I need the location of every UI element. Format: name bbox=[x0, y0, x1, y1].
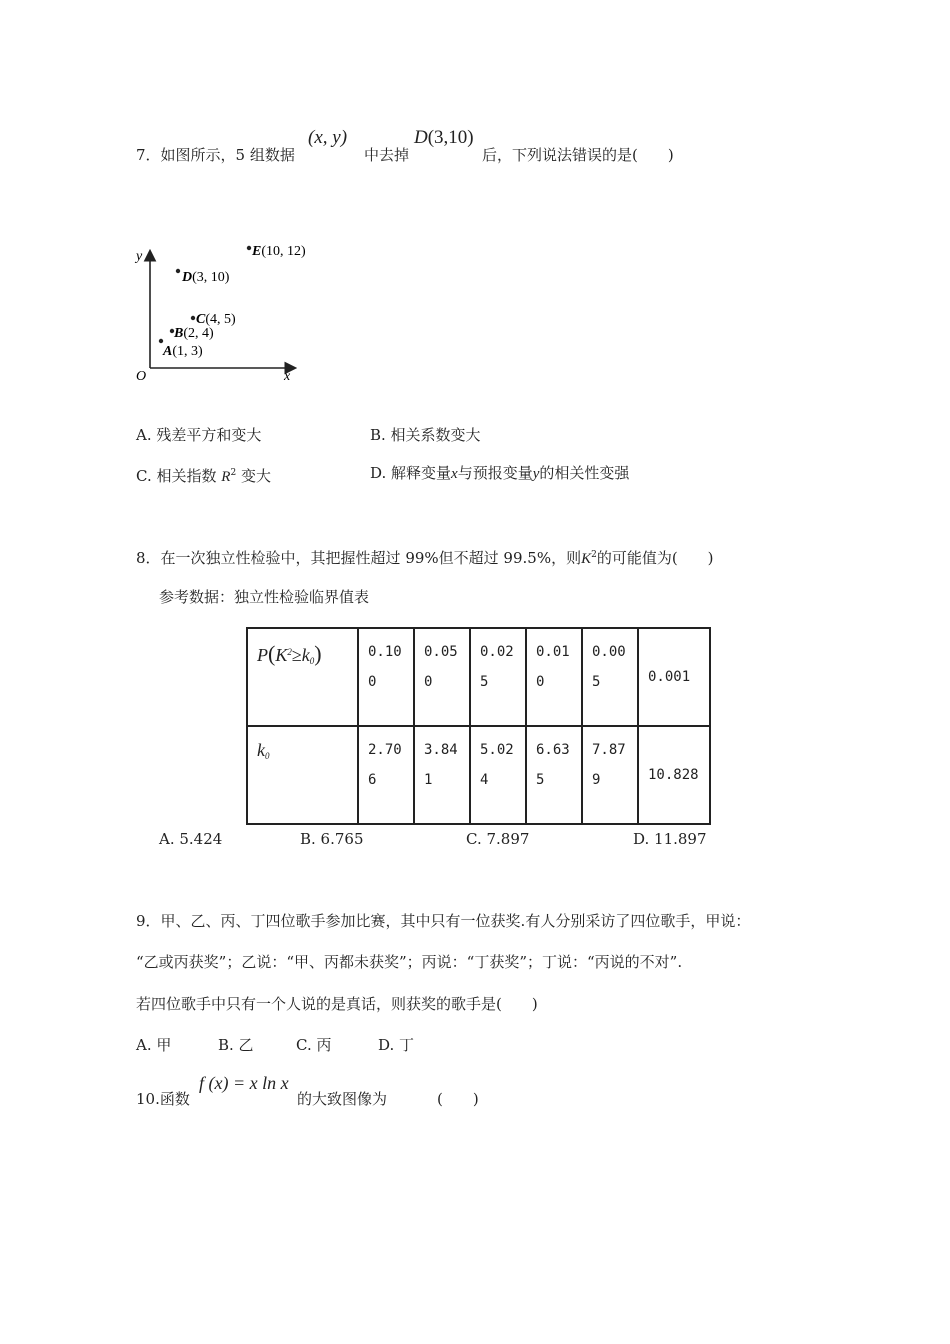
q9-option-a[interactable]: A. 甲 bbox=[136, 1036, 172, 1054]
q10-formula: f (x) = x ln x bbox=[199, 1073, 289, 1093]
q7-option-b[interactable]: B. 相关系数变大 bbox=[370, 426, 481, 444]
q7-option-c-sup: 2 bbox=[230, 468, 237, 478]
q7-option-d-prefix: D. 解释变量 bbox=[370, 464, 452, 482]
q9-option-c[interactable]: C. 丙 bbox=[296, 1036, 332, 1054]
q9-line-1: 9．甲、乙、丙、丁四位歌手参加比赛，其中只有一位获奖.有人分别采访了四位歌手，甲说： bbox=[136, 912, 751, 930]
q7-xy: (x, y) bbox=[308, 127, 348, 148]
q8-k: K bbox=[581, 551, 592, 567]
q9-line-3: 若四位歌手中只有一个人说的是真话，则获奖的歌手是( ) bbox=[136, 995, 538, 1013]
table-row-critical-value bbox=[247, 726, 710, 824]
point-d-label: D(3, 10) bbox=[182, 270, 230, 285]
q8-option-b[interactable]: B. 6.765 bbox=[300, 830, 364, 848]
critical-value-table bbox=[246, 627, 711, 825]
table-cell: 2.70 6 bbox=[358, 726, 414, 824]
q7-option-d-mid: 与预报变量 bbox=[457, 464, 533, 482]
q7-stem bbox=[136, 145, 295, 165]
q9-option-d[interactable]: D. 丁 bbox=[378, 1036, 415, 1054]
q7-d-math bbox=[414, 127, 474, 149]
table-cell: 10.828 bbox=[638, 726, 710, 824]
table-cell: 0.02 5 bbox=[470, 628, 526, 726]
table-cell: 0.00 5 bbox=[582, 628, 638, 726]
q7-option-c[interactable] bbox=[136, 463, 271, 487]
table-cell: 0.10 0 bbox=[358, 628, 414, 726]
q8-option-c[interactable]: C. 7.897 bbox=[466, 830, 530, 848]
q8-stem bbox=[136, 545, 714, 569]
q7-xy-math bbox=[308, 127, 347, 149]
q7-d-name: D bbox=[414, 127, 428, 148]
table-cell: 0.01 0 bbox=[526, 628, 582, 726]
q10-answer-paren: ( ) bbox=[437, 1090, 479, 1108]
q9-line-2: “乙或丙获奖”；乙说：“甲、丙都未获奖”；丙说：“丁获奖”；丁说：“丙说的不对”. bbox=[136, 953, 683, 971]
q7-option-c-sym: R bbox=[221, 469, 231, 485]
point-b-label: B(2, 4) bbox=[174, 326, 214, 341]
q7-option-a[interactable]: A. 残差平方和变大 bbox=[136, 426, 262, 444]
point-a bbox=[159, 339, 163, 343]
q7-prefix: 7．如图所示，5 组数据 bbox=[136, 146, 295, 164]
point-c-label: C(4, 5) bbox=[196, 312, 236, 327]
q8-option-a[interactable]: A. 5.424 bbox=[159, 830, 223, 848]
q8-prefix: 8．在一次独立性检验中，其把握性超过 99%但不超过 99.5%，则 bbox=[136, 549, 582, 567]
q10-suffix: 的大致图像为 bbox=[297, 1090, 388, 1108]
q7-option-d-suffix: 的相关性变强 bbox=[539, 464, 630, 482]
q7-suffix: 后，下列说法错误的是( ) bbox=[482, 146, 674, 164]
table-head-critical-value: $k_0$ bbox=[247, 726, 358, 824]
q7-scatter-figure bbox=[130, 238, 330, 386]
q10-prefix: 10.函数 bbox=[136, 1090, 190, 1108]
y-axis-label: y bbox=[136, 249, 143, 264]
q7-option-c-prefix: C. 相关指数 bbox=[136, 467, 217, 485]
table-cell: 7.87 9 bbox=[582, 726, 638, 824]
table-head-probability: $P(K^2\ge k_0)$ bbox=[247, 628, 358, 726]
table-cell: 0.05 0 bbox=[414, 628, 470, 726]
q8-k-sup: 2 bbox=[591, 550, 597, 560]
origin-label: O bbox=[136, 369, 147, 384]
point-a-label: A(1, 3) bbox=[163, 344, 203, 359]
table-cell: 5.02 4 bbox=[470, 726, 526, 824]
q7-option-c-suffix: 变大 bbox=[240, 467, 271, 485]
x-axis-label: x bbox=[284, 369, 291, 384]
q7-mid: 中去掉 bbox=[364, 146, 410, 164]
point-e bbox=[247, 246, 251, 250]
point-e-label: E(10, 12) bbox=[252, 244, 306, 259]
point-d bbox=[176, 269, 180, 273]
q7-d-coords: (3,10) bbox=[427, 127, 474, 148]
q8-suffix: 的可能值为( ) bbox=[596, 549, 714, 567]
q9-option-b[interactable]: B. 乙 bbox=[218, 1036, 254, 1054]
q7-option-d-y: y bbox=[532, 466, 540, 482]
table-row-probability bbox=[247, 628, 710, 726]
q8-reference-caption: 参考数据：独立性检验临界值表 bbox=[159, 588, 370, 606]
q7-option-d-x: x bbox=[451, 466, 458, 482]
table-cell: 6.63 5 bbox=[526, 726, 582, 824]
q7-option-d[interactable] bbox=[370, 463, 629, 484]
q8-option-d[interactable]: D. 11.897 bbox=[633, 830, 707, 848]
table-cell: 0.001 bbox=[638, 628, 710, 726]
table-cell: 3.84 1 bbox=[414, 726, 470, 824]
point-c bbox=[191, 316, 195, 320]
